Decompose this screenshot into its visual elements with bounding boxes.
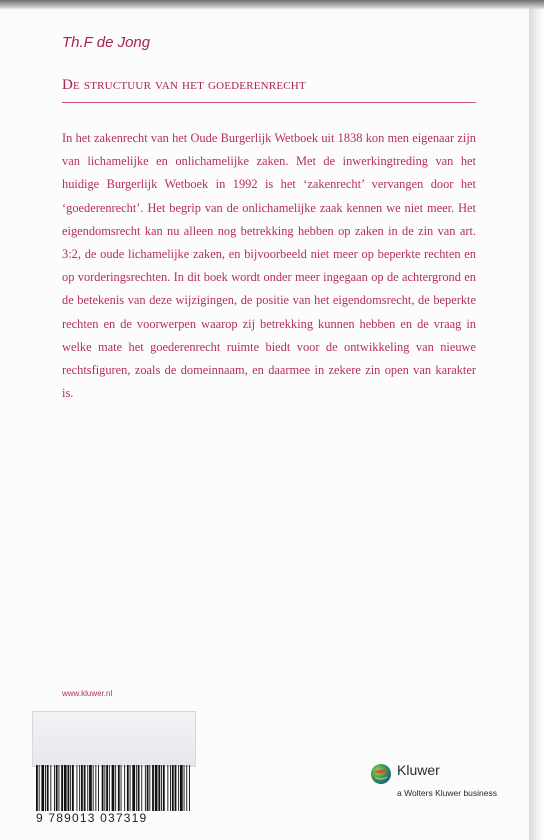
barcode-bar xyxy=(189,765,190,811)
barcode-bar xyxy=(121,765,122,811)
title-divider xyxy=(62,102,476,103)
book-edge xyxy=(529,0,544,840)
barcode-bar xyxy=(130,765,131,811)
barcode-bar xyxy=(152,765,154,811)
barcode-bar xyxy=(161,765,162,811)
barcode-bar xyxy=(175,765,177,811)
barcode-bar xyxy=(59,765,60,811)
book-title: De structuur van het goederenrecht xyxy=(62,77,306,93)
barcode-bar xyxy=(155,765,158,811)
barcode-bar xyxy=(136,765,137,811)
barcode xyxy=(33,765,195,813)
barcode-bar xyxy=(147,765,149,811)
barcode-bar xyxy=(61,765,63,811)
barcode-bar xyxy=(95,765,96,811)
barcode-bar xyxy=(41,765,44,811)
barcode-bar xyxy=(163,765,165,811)
book-top-edge xyxy=(0,0,544,10)
sticker-label xyxy=(32,711,196,767)
barcode-bar xyxy=(106,765,108,811)
barcode-bar xyxy=(70,765,71,811)
barcode-bar xyxy=(56,765,58,811)
barcode-bar xyxy=(64,765,67,811)
barcode-bar xyxy=(186,765,187,811)
barcode-bar xyxy=(127,765,129,811)
publisher-name: Kluwer xyxy=(397,762,440,778)
barcode-bar xyxy=(118,765,120,811)
kluwer-globe-icon xyxy=(370,763,392,785)
barcode-bar xyxy=(178,765,179,811)
barcode-bar xyxy=(68,765,70,811)
barcode-bar xyxy=(54,765,55,811)
barcode-bar xyxy=(115,765,116,811)
barcode-bar xyxy=(98,765,99,811)
barcode-bar xyxy=(81,765,83,811)
barcode-bar xyxy=(93,765,94,811)
barcode-bar xyxy=(84,765,86,811)
barcode-bar xyxy=(79,765,80,811)
barcode-bar xyxy=(172,765,174,811)
publisher-tagline: a Wolters Kluwer business xyxy=(397,788,497,798)
barcode-bar xyxy=(50,765,51,811)
website-link[interactable]: www.kluwer.nl xyxy=(62,689,113,698)
barcode-bar xyxy=(132,765,135,811)
barcode-bar xyxy=(124,765,125,811)
barcode-bar xyxy=(167,765,168,811)
barcode-bar xyxy=(184,765,185,811)
barcode-bar xyxy=(104,765,105,811)
barcode-bar xyxy=(89,765,92,811)
barcode-bar xyxy=(77,765,78,811)
barcode-bar xyxy=(141,765,142,811)
barcode-bar xyxy=(112,765,115,811)
barcode-bar xyxy=(47,765,49,811)
barcode-bar xyxy=(39,765,40,811)
barcode-bar xyxy=(87,765,88,811)
barcode-bar xyxy=(72,765,74,811)
barcode-bar xyxy=(170,765,171,811)
author-name: Th.F de Jong xyxy=(62,34,151,51)
barcode-bar xyxy=(138,765,140,811)
barcode-bar xyxy=(145,765,146,811)
barcode-bar xyxy=(45,765,46,811)
barcode-bar xyxy=(109,765,110,811)
isbn-number: 9 789013 037319 xyxy=(36,811,148,825)
barcode-bar xyxy=(180,765,183,811)
barcode-bar xyxy=(149,765,150,811)
barcode-bar xyxy=(102,765,104,811)
barcode-bar xyxy=(36,765,38,811)
blurb-text: In het zakenrecht van het Oude Burgerlijk Wetboek uit 1838 kon men eigenaar zijn van lichamelijke en onlichamelijke zaken. Met de inwerkingtreding van het huidige Burgerlijk Wetboek in 1992 is het ‘zakenrecht’ vervangen door het ‘goederenrecht’. Het begrip van de onlichamelijke zaak kennen we niet meer. Het eigendomsrecht kan nu alleen nog betrekking hebben op zaken in de zin van art. 3:2, de oude lichamelijke zaken, en bijvoorbeeld niet meer op beperkte rechten en op vorderingsrechten. In dit boek wordt onder meer ingegaan op de achtergrond en de betekenis van deze wijzigingen, de positie van het eigendomsrecht, de beperkte rechten en de voorwerpen waarop zij betrekking kunnen hebben en de vraag in welke mate het goederenrecht ruimte biedt voor de ontwikkeling van nieuwe rechtsfiguren, zoals de domeinnaam, en daarmee in zekere zin open van karakter is. xyxy=(62,131,476,401)
barcode-bar xyxy=(158,765,160,811)
